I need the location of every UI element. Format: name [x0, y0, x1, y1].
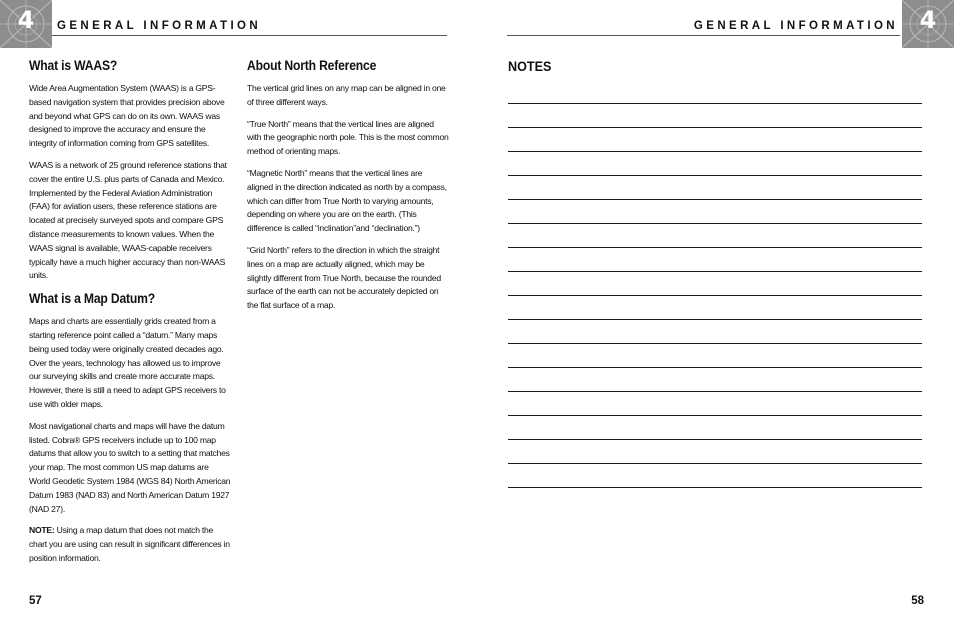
note-line	[508, 223, 922, 247]
note-line	[508, 319, 922, 343]
note-line	[508, 487, 922, 488]
note-line	[508, 295, 922, 319]
chapter-badge	[0, 0, 52, 48]
chapter-number: 4	[17, 6, 35, 34]
paragraph: Maps and charts are essentially grids created from a starting reference point called a “datum.” Many maps being used today were originally created decades ago. Over the years, technology has allowed us to improve our surveying skills and create more accurate maps. However, there is still a need to adapt GPS receivers to use with older maps.	[29, 316, 226, 409]
heading-waas: What is WAAS?	[29, 58, 118, 73]
right-column	[247, 58, 449, 321]
chapter-badge	[902, 0, 954, 48]
page-number: 58	[911, 595, 924, 607]
note-line	[508, 151, 922, 175]
note-line	[508, 247, 922, 271]
paragraph: The vertical grid lines on any map can be aligned in one of three different ways.	[247, 83, 446, 107]
header-rule	[507, 35, 900, 36]
heading-north-reference: About North Reference	[247, 58, 377, 73]
note-line	[508, 439, 922, 463]
note-line	[508, 271, 922, 295]
paragraph: “True North” means that the vertical lines are aligned with the geographic north pole. This is the most common method of orienting maps.	[247, 118, 449, 157]
note-line	[508, 127, 922, 151]
left-column	[29, 58, 231, 574]
note-line	[508, 199, 922, 223]
paragraph: WAAS is a network of 25 ground reference stations that cover the entire U.S. plus parts of Canada and Mexico. Implemented by the Federal Aviation Administration (FAA) for aviation users, these reference stations are located at precisely surveyed spots and compare GPS distance measurements to known values. When the WAAS signal is available, WAAS-capable receivers typically have a much higher accuracy than non-WAAS units.	[29, 159, 227, 281]
note-label: NOTE:	[29, 525, 55, 536]
paragraph: Most navigational charts and maps will have the datum listed. Cobra® GPS receivers include up to 100 map datums that allow you to switch to a setting that matches your map. The most common US map datums are World Geodetic System 1984 (WGS 84) North American Datum 1983 (NAD 83) and North American Datum 1927 (NAD 27).	[29, 420, 231, 514]
note-line	[508, 463, 922, 487]
page-number: 57	[29, 595, 42, 607]
section-waas	[29, 58, 231, 283]
note-line	[508, 367, 922, 391]
note-lines	[508, 103, 922, 488]
right-page	[477, 0, 954, 621]
note-line	[508, 103, 922, 127]
notes-title: NOTES	[508, 58, 552, 74]
header-rule	[52, 35, 447, 36]
header-title: GENERAL INFORMATION	[57, 20, 262, 32]
note-line	[508, 175, 922, 199]
note-text: Using a map datum that does not match the chart you are using can result in significant differences in position information.	[29, 525, 230, 563]
paragraph: “Grid North” refers to the direction in which the straight lines on a map are actually aligned, which may be slightly different from True North, because the rounded surface of the earth can not be accurately depicted on the flat surface of a map.	[247, 244, 441, 311]
section-north-reference	[247, 58, 449, 313]
note-line	[508, 415, 922, 439]
paragraph: Wide Area Augmentation System (WAAS) is a GPS-based navigation system that provides precision above and beyond what GPS can do on its own. WAAS was designed to improve the accuracy and ensure the integrity of information coming from GPS satellites.	[29, 83, 225, 149]
heading-map-datum: What is a Map Datum?	[29, 291, 156, 307]
section-map-datum	[29, 291, 231, 566]
note-paragraph	[29, 524, 231, 565]
header-title: GENERAL INFORMATION	[693, 20, 898, 32]
paragraph: “Magnetic North” means that the vertical lines are aligned in the direction indicated as north by a compass, which can differ from True North to varying amounts, depending on where you are on the earth. (This difference is called “inclination”and “declination.”)	[247, 167, 447, 234]
note-line	[508, 343, 922, 367]
note-line	[508, 391, 922, 415]
chapter-number: 4	[919, 6, 937, 34]
